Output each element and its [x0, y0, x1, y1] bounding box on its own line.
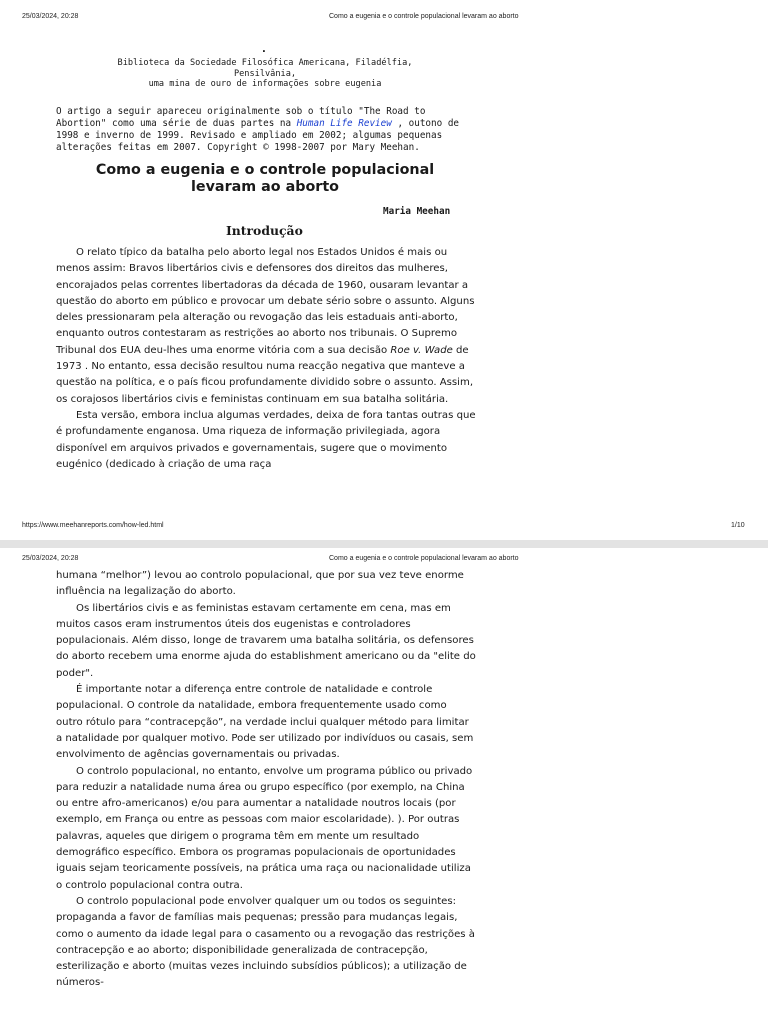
page-separator [0, 540, 768, 548]
print-footer-page-number: 1/10 [731, 522, 745, 529]
paragraph-1 [56, 245, 476, 408]
article-origin-note [56, 106, 476, 154]
origin-note-text-1: O artigo a seguir apareceu originalmente sob o título "The Road to Abortion" como uma série de duas partes na [56, 106, 426, 129]
origin-note-text-2: , outono de 1998 e inverno de 1999. Revisado e ampliado em 2002; algumas pequenas alterações feitas em 2007. Copyright © 1998-2007 por Mary Meehan. [56, 118, 460, 153]
section-heading: Introdução [226, 223, 303, 238]
author-name: Maria Meehan [383, 206, 451, 217]
paragraph-5: O controlo populacional, no entanto, envolve um programa público ou privado para reduzir a natalidade numa área ou grupo específico (por exemplo, na China ou entre afro-americanos) e/ou para aumentar a natalidade noutros locais (por exemplo, em França ou entre as pessoas com maior escolaridade). ). Por outras palavras, aqueles que dirigem o programa têm em mente um resultado demográfico específico. Embora os programas populacionais de oportunidades iguais sejam teoricamente possíveis, na prática uma raça ou nacionalidade utiliza o controlo populacional contra outra. [56, 765, 473, 891]
paragraph-2: Esta versão, embora inclua algumas verdades, deixa de fora tantas outras que é profundamente enganosa. Uma riqueza de informação privilegiada, agora disponível em arquivos privados e governamentais, sugere que o movimento eugénico (dedicado à criação de uma raça [56, 409, 476, 470]
human-life-review-link[interactable]: Human Life Review [296, 118, 392, 129]
print-header-datetime: 25/03/2024, 20:28 [22, 13, 79, 20]
print-header-title-2: Como a eugenia e o controle populacional levaram ao aborto [329, 555, 519, 562]
body-text-page-2 [56, 568, 476, 992]
body-text-page-1 [56, 245, 476, 473]
paragraph-continuation: humana “melhor”) levou ao controlo populacional, que por sua vez teve enorme influência na legalização do aborto. [56, 570, 464, 598]
image-placeholder-dot: . [262, 44, 266, 55]
paragraph-4: É importante notar a diferença entre controle de natalidade e controle populacional. O controle da natalidade, embora frequentemente usado como outro rótulo para “contracepção”, na verdade inclui qualquer método para limitar a natalidade por qualquer motivo. Pode ser utilizado por indivíduos ou casais, sem envolvimento de agências governamentais ou privadas. [56, 684, 474, 761]
print-footer-url[interactable]: https://www.meehanreports.com/how-led.html [22, 522, 164, 529]
article-title-line-2: levaram ao aborto [191, 179, 339, 195]
paragraph-3: Os libertários civis e as feministas estavam certamente em cena, mas em muitos casos eram instrumentos úteis dos eugenistas e controladores populacionais. Além disso, longe de travarem uma batalha solitária, os defensores do aborto recebem uma enorme ajuda do establishment americano ou da "elite do poder". [56, 602, 476, 679]
roe-v-wade-italic: Roe v. Wade [390, 344, 453, 356]
paragraph-1-text-a: O relato típico da batalha pelo aborto legal nos Estados Unidos é mais ou menos assim: Bravos libertários civis e defensores dos direitos das mulheres, encorajados pelas correntes libertadoras da década de 1960, ousaram levantar a questão do aborto em público e provocar um debate sério sobre o assunto. Alguns deles pressionaram pela alteração ou revogação das leis estaduais anti-aborto, enquanto outros contestaram as restrições ao aborto nos tribunais. O Supremo Tribunal dos EUA deu-lhes uma enorme vitória com a sua decisão [56, 247, 475, 356]
paragraph-6: O controlo populacional pode envolver qualquer um ou todos os seguintes: propaganda a favor de famílias mais pequenas; pressão para mudanças legais, como o aumento da idade legal para o casamento ou a revogação das restrições à contracepção e ao aborto; disponibilidade generalizada de contracepção, esterilização e aborto (muitas vezes incluindo subsídios públicos); a utilização de números- [56, 895, 475, 989]
print-header-datetime-2: 25/03/2024, 20:28 [22, 555, 79, 562]
library-caption: Biblioteca da Sociedade Filosófica Americana, Filadélfia, Pensilvânia, uma mina de ouro de informações sobre eugenia [117, 58, 413, 89]
paragraph-1-text-b: de 1973 . No entanto, essa decisão resultou numa reacção negativa que manteve a questão na política, e o país ficou profundamente dividido sobre o assunto. Assim, os corajosos libertários civis e feministas continuam em sua batalha solitária. [56, 344, 474, 405]
article-title [60, 162, 470, 196]
print-header-title: Como a eugenia e o controle populacional levaram ao aborto [329, 13, 519, 20]
article-title-line-1: Como a eugenia e o controle populacional [95, 162, 435, 178]
